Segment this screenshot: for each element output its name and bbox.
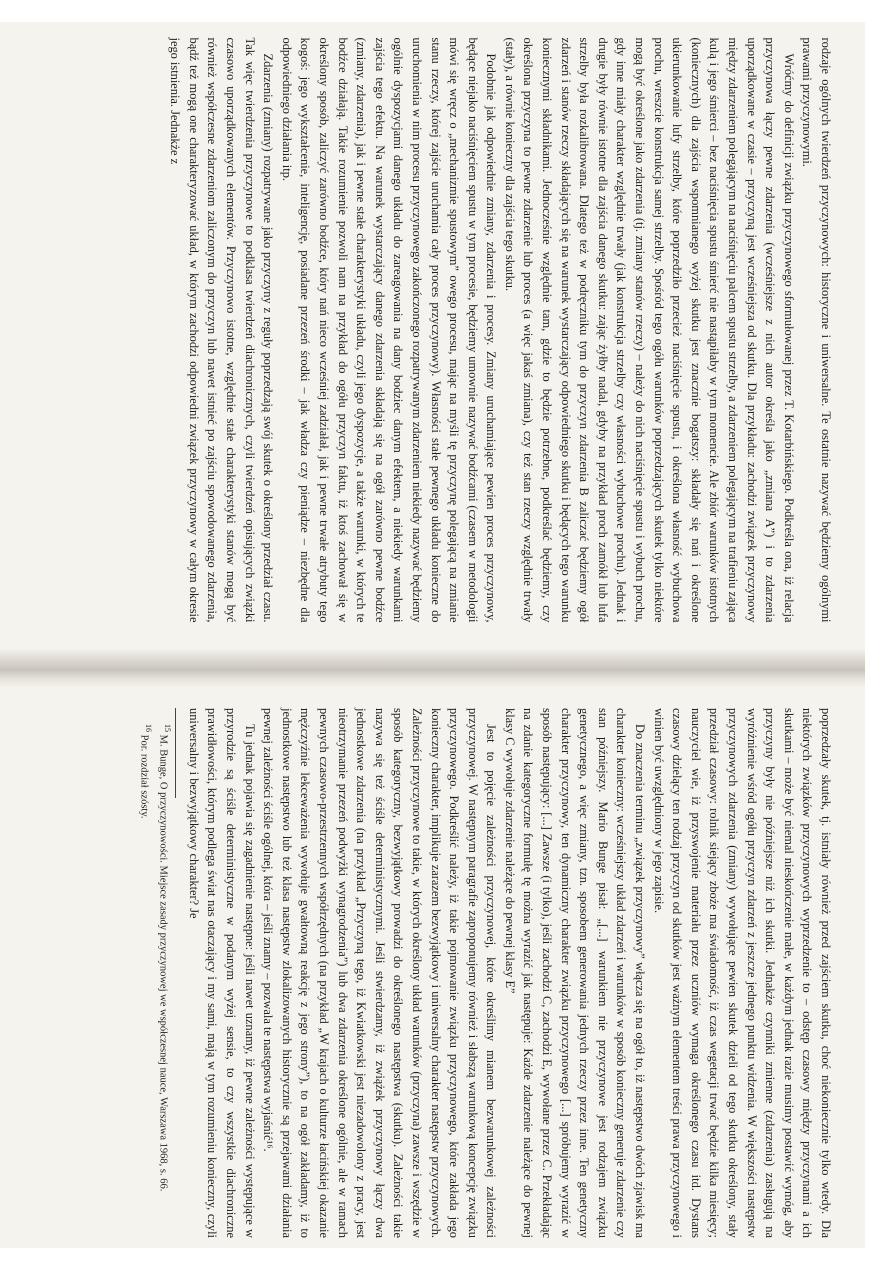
footnote <box>136 708 156 1238</box>
footnote-rule <box>175 708 176 798</box>
paragraph: Jest to pojęcie zależności przyczynowej, które określimy mianem bezwarunkowej zależności przyczynowej. W następnym paragrafie zaproponujemy również i słabszą warunkową koncepcję związku przyczynowego. Podkreślić należy, iż takie pojmowanie związku przyczynowego, które zakłada jego konieczny charakter, implikuje zarazem bezwyjątkowy i uniwersalny charakter następstw przyczynowych. Zależności przyczynowe to takie, w których określony układ warunków (przyczyna) zawsze i wszędzie w sposób kategoryczny, bezwyjątkowy prowadzi do określonego następstwa (skutku). Zależności takie nazywa się też ściśle deterministycznymi. Jeśli stwierdzamy, iż zwiążek przyczynowy łączy dwa jednostkowe zdarzenia (na przykład „Przyczyną tego, iż Kwiatkowski jest niezadowolony z pracy, jest nieotrzymanie przezeń podwyżki wynagrodzenia”) lub dwa zdarzenia określone ogólnie, ale w ramach pewnych czasowo-przestrzennych współrzędnych (na przykład „W krajach o kulturze łacińskiej okazanie mężczyźnie lekceważenia wywołuje gwałtowną reakcję z jego strony”), to na ogół zakładamy, iż to jednostkowe następstwo lub też klasa następstw zlokalizowanych historycznie są przejawami działania pewnej zależności ściśle ogólnej, która – jeśli znamy – pozwala te następstwa wyjaśnić¹⁶. <box>261 707 499 1238</box>
paragraph: Tu jednak pojawia się zagadnienie następne: jeśli nawet uznamy, iż pewne zależności występujące w przyrodzie są ściśle deterministyczne w podanym wyżej sensie, to czy wszystkie diachroniczne prawidłowości, którym podlega świat nas otaczający i my sami, mają w tym rozumieniu konieczny, czyli uniwersalny i bezwyjątkowy charakter? Je <box>186 707 257 1238</box>
lower-page-text <box>45 708 835 1238</box>
book-gutter <box>0 650 865 686</box>
paragraph: Wróćmy do definicji związku przyczynowego sformułowanej przez T. Kotarbińskiego. Podkreśla ona, iż relacja przyczynowa łączy pewne zdarzenia (wcześniejsze z nich autor określa jako „zmiana A”) i to zdarzenia uporządkowane w czasie – przyczyną jest wcześniejsza od skutku. Dla przykładu: zachodzi związek przyczynowy między zdarzeniem polegającym na naciśnięciu palcem spustu strzelby, a zdarzeniem polegającym na trafieniu zająca kulą i jego śmierci – bez naciśnięcia spustu śmierć nie nastąpiłaby w tym momencie. Ale zbiór warunków istotnych (koniecznych) dla zajścia wspomnianego wyżej skutku jest znacznie bogatszy: składały się nań i określone ukierunkowanie lufy strzelby, które poprzedziło przecież naciśnięcie spustu, i określona własność wybuchowa prochu, wreszcie konstrukcja samej strzelby. Spośród tego ogółu warunków poprzedzających skutek tylko niektóre mogą być określone jako zdarzenia (tj. zmiany stanów rzeczy) – należy do nich naciśnięcie spustu i wybuch prochu, gdy inne miały charakter względnie trwały (jak konstrukcja strzelby czy własności wybuchowe prochu). Jednak i drugie były równie istotne dla zajścia danego skutku: zając żyłby nadal, gdyby na przykład proch zamókł lub lufa strzelby była rozkalibrowana. Dlatego też w podręczniku tym do przyczyn zdarzenia B zaliczać będziemy ogół zdarzeń i stanów rzeczy składających się na warunek wystarczający odpowiedniego skutku i będących tego warunku koniecznymi składnikami. Jednocześnie względnie tam, gdzie to będzie potrzebne, podkreślać będziemy, czy określona przyczyna to pewne zdarzenie lub proces (a więc jakaś zmiana), czy też stan rzeczy względnie trwały (stały), a równie konieczny dla zajścia tego skutku. <box>502 37 796 623</box>
paragraph: Podobnie jak odpowiednie zmiany, zdarzenia i procesy. Zmiany uruchamiające pewien proces przyczynowy, będące niejako naciśnięciem spustu w tym procesie, będziemy umownie nazywać bodźcami (czasem w metodologii mówi się wręcz o „mechanizmie spustowym” owego procesu, mając na myśli tę przyczynę polegającą na zmianie stanu rzeczy, której zajście uruchamia cały proces przyczynowy). Własności stałe pewnego układu konieczne do uruchomienia w nim procesu przyczynowego zakończonego rozpatrywanym zdarzeniem niekiedy nazywać będziemy ogólnie dyspozycjami danego układu do zareagowania na dany bodziec danym efektem, a niekiedy warunkami zajścia tego efektu. Na warunek wystarczający danego zdarzenia składają się na ogół zarówno pewne bodźce (zmiany, zdarzenia), jak i pewne stałe charakterystyki układu, czyli jego dyspozycje, a także warunki, w których te bodźce działają. Takie rozumienie pozwoli nam na przykład do ogółu przyczyn faktu, iż ktoś zachował się w określony sposób, zaliczyć zarówno bodźce, który nań nieco wcześniej zadziałał, jak i pewne trwałe atrybuty tego kogoś: jego wykształcenie, inteligencję, posiadane przezeń środki – jak władza czy pieniądze – niezbędne dla odpowiedniego działania itp. <box>279 37 499 623</box>
footnote-text: M. Bunge, O przyczynowości. Miejsce zasady przyczynowej we współczesnej nauce, Warszawa 1968, s. 66. <box>157 734 169 1191</box>
footnote <box>156 708 176 1238</box>
paragraph: Zdarzenia (zmiany) rozpatrywane jako przyczyny z reguły poprzedzają swój skutek o określony przedział czasu. Tak więc twierdzenia przyczynowe to podklasa twierdzeń diachronicznych, czyli twierdzeń opisujących związki czasowo uporządkowanych elementów. Przyczynowo istotne, względnie stałe charakterystyki stanów mogą być również współczesne zdarzeniom zaliczonym do przyczyn lub nawet istnieć po zajściu spowodowanego zdarzenia, bądź też mogą one charakteryzować układ, w którym zachodzi odpowiedni związek przyczynowy w całym okresie jego istnienia. Jednakże z <box>168 37 276 623</box>
lower-page <box>35 700 845 1245</box>
paragraph: Do znaczenia terminu „związek przyczynowy” włącza się na ogół to, iż następstwo dwóch zjawisk ma charakter konieczny: wcześniejszy układ zdarzeń i warunków w sposób konieczny generuje zdarzenie czy stan późniejszy. Mario Bunge pisał: „[...] warunkiem nie przyczynowe jest rodzajem związku genetycznego, a więc zmiany, tzn. sposobem generowania jednych rzeczy przez inne. Ten genetyczny charakter przyczynowy, ten dynamiczny charakter związku przyczynowego [...] spróbujemy wyrazić w sposób następujący: [...] Zawsze (i tylko), jeśli zachodzi C, zachodzi E, wywołane przez C. Przekładając na zdanie kategoryczne formułę tę można wyrazić jak następuje: Każde zdarzenie należące do pewnej klasy C wywołuje zdarzenie należące do pewnej klasy E” <box>502 707 648 1238</box>
upper-page-text <box>45 38 835 623</box>
footnote-number: 16 <box>143 723 153 732</box>
scan-margin-right <box>865 0 893 1263</box>
upper-page <box>35 30 845 630</box>
paragraph: rodzaje ogólnych twierdzeń przyczynowych: historyczne i uniwersalne. Te ostatnie nazywać będziemy ogólnymi prawami przyczynowymi. <box>800 37 833 623</box>
scan-margin-top <box>0 0 893 22</box>
scan-margin-bottom <box>0 1248 893 1263</box>
paragraph: poprzedzały skutek, tj. istniały również przed zajściem skutku, choć niekoniecznie tylko wtedy. Dla niektórych związków przyczynowych wyprzedzenie to – odstęp czasowy między przyczynami a ich skutkami – może być niemal nieskończenie małe, w każdym jednak razie musimy postawić wymóg, aby przyczyny były nie późniejsze niż ich skutki. Jednakże czynniki zmienne (zdarzenia) zasługują na wyróżnienie wśród ogółu przyczyn zdarzeń z jeszcze jednego punktu widzenia. W większości następstw przyczynowych zdarzenia (zmiany) wywołujące pewien skutek dzieli od tego skutku określony, stały przedział czasowy: rolnik siejący zboże ma świadomość, iż czas wegetacji trwać będzie kilka miesięcy; nauczyciel wie, iż przyswojenie materiału przez uczniów wymaga określonego czasu itd. Dystans czasowy dzielący ten rodzaj przyczyn od skutków jest ważnym elementem treści prawa przyczynowego i winien być uwzględniony w jego zapisie. <box>651 707 833 1238</box>
footnote-number: 15 <box>163 723 173 732</box>
footnote-text: Por. rozdział szósty. <box>138 734 150 819</box>
